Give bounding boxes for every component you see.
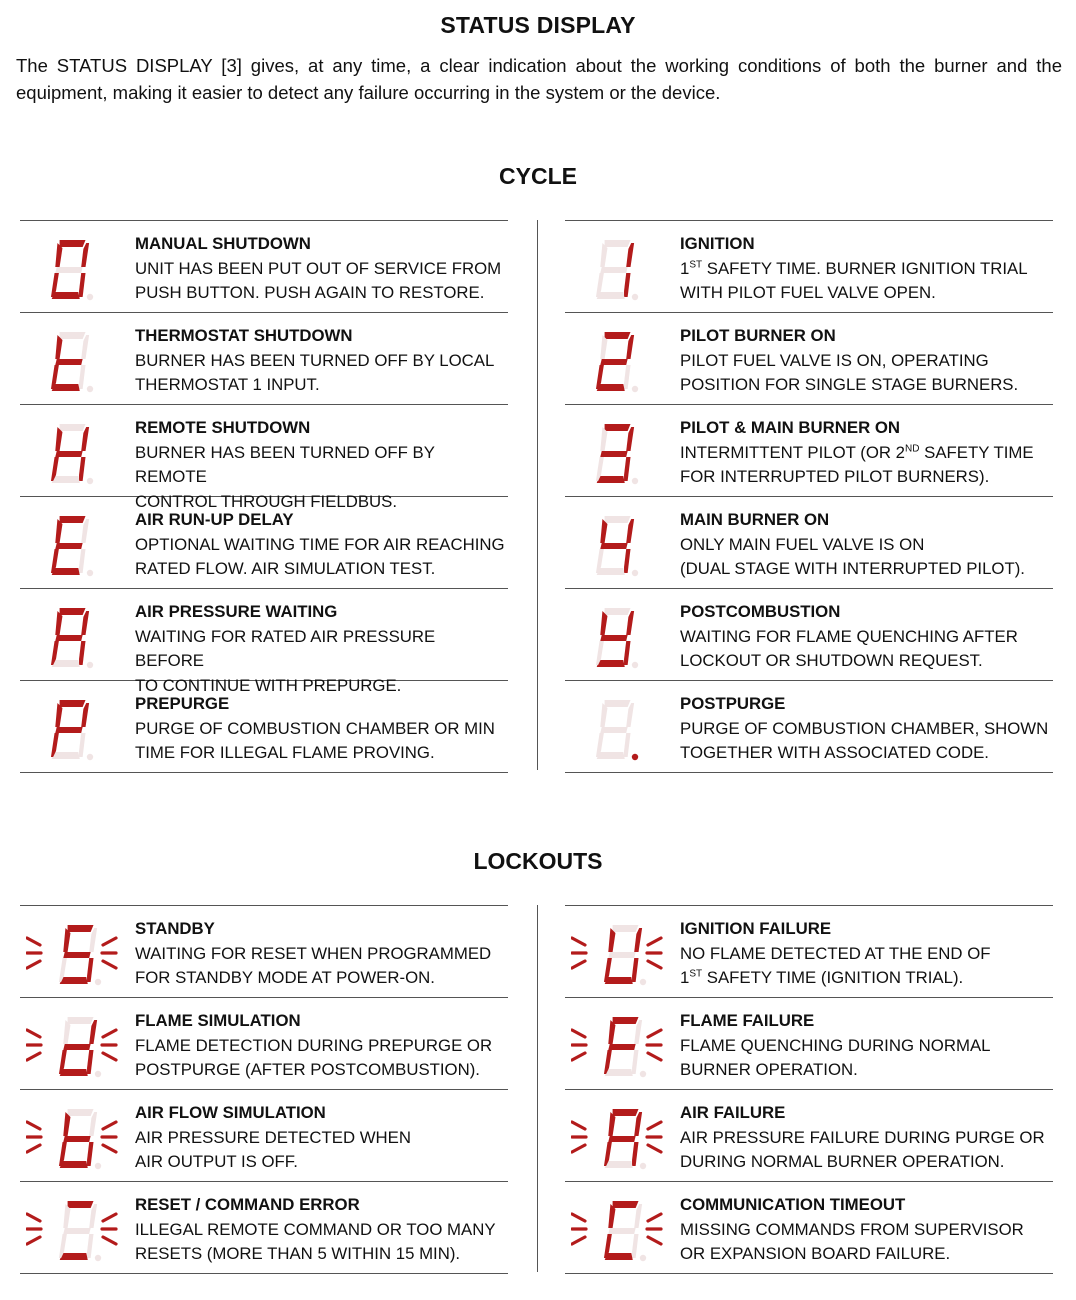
status-heading: AIR PRESSURE WAITING	[135, 602, 338, 621]
lockouts-title: LOCKOUTS	[473, 848, 603, 874]
segment-a	[613, 925, 639, 932]
status-row	[20, 906, 508, 998]
segment-a	[605, 516, 631, 523]
status-description	[680, 717, 1053, 766]
lockout-flash-mark	[27, 1237, 40, 1244]
description-prefix: INTERMITTENT PILOT (OR 2	[680, 442, 906, 462]
segment-d	[605, 1253, 633, 1260]
segment-a	[605, 424, 631, 431]
status-description	[680, 533, 1053, 582]
status-text	[680, 1009, 1053, 1083]
lockout-flash-mark	[103, 961, 116, 968]
segment-c	[624, 365, 630, 389]
segment-c	[624, 549, 630, 573]
segment-a	[605, 332, 631, 339]
segment-a	[605, 608, 631, 615]
seven-segment-display	[571, 920, 675, 988]
segment-d	[605, 1069, 633, 1076]
lockout-flash-mark	[648, 961, 661, 968]
lockout-flash-mark	[572, 1053, 585, 1060]
segment-d	[52, 752, 80, 759]
segment-g	[55, 727, 82, 733]
description-text: WAITING FOR FLAME QUENCHING AFTER LOCKOUT OR SHUTDOWN REQUEST.	[680, 626, 1018, 670]
code-display	[26, 327, 130, 391]
status-heading: POSTPURGE	[680, 694, 786, 713]
decimal-point	[87, 294, 93, 300]
code-display	[571, 1196, 675, 1260]
segment-g	[63, 1136, 90, 1142]
description-text: NO FLAME DETECTED AT THE END OF	[680, 943, 991, 963]
lockout-flash-mark	[572, 1214, 585, 1221]
status-text	[680, 1193, 1053, 1267]
status-heading: THERMOSTAT SHUTDOWN	[135, 326, 353, 345]
code-display	[26, 695, 130, 759]
segment-c	[79, 549, 85, 573]
segment-c	[79, 365, 85, 389]
page-title: STATUS DISPLAY	[440, 12, 636, 38]
decimal-point	[632, 478, 638, 484]
code-display	[571, 1104, 675, 1168]
lockout-flash-mark	[27, 1145, 40, 1152]
segment-a	[60, 424, 86, 431]
status-description	[135, 942, 508, 991]
segment-d	[52, 476, 80, 483]
description-tail-prefix: 1	[680, 968, 690, 987]
description-text: PURGE OF COMBUSTION CHAMBER, SHOWN TOGETHER WITH ASSOCIATED CODE.	[680, 718, 1049, 762]
status-text	[680, 416, 1053, 490]
code-display	[571, 603, 675, 667]
decimal-point	[632, 570, 638, 576]
segment-a	[613, 1017, 639, 1024]
segment-c	[87, 1234, 93, 1258]
status-row	[20, 313, 508, 405]
code-display	[571, 235, 675, 299]
description-text: OPTIONAL WAITING TIME FOR AIR REACHING RATED FLOW. AIR SIMULATION TEST.	[135, 534, 505, 578]
status-text	[135, 692, 508, 766]
ordinal-superscript: ST	[689, 968, 703, 980]
status-description	[680, 1218, 1053, 1267]
description-text: AIR PRESSURE DETECTED WHEN AIR OUTPUT IS OFF.	[135, 1127, 411, 1171]
lockout-flash-mark	[572, 1237, 585, 1244]
decimal-point	[95, 979, 101, 985]
segment-c	[632, 1142, 638, 1166]
description-text: PILOT FUEL VALVE IS ON, OPERATING POSITION FOR SINGLE STAGE BURNERS.	[680, 350, 1019, 394]
lockout-flash-mark	[27, 1030, 40, 1037]
lockout-flash-mark	[27, 1122, 40, 1129]
status-row	[565, 589, 1053, 681]
status-description	[135, 349, 508, 398]
code-display	[571, 920, 675, 984]
lockout-flash-mark	[648, 938, 661, 945]
code-display	[571, 327, 675, 391]
segment-g	[55, 267, 82, 273]
status-description	[680, 349, 1053, 398]
code-display	[571, 695, 675, 759]
lockout-flash-mark	[572, 1030, 585, 1037]
status-heading: COMMUNICATION TIMEOUT	[680, 1195, 906, 1214]
lockout-flash-mark	[572, 961, 585, 968]
seven-segment-display	[26, 327, 130, 395]
status-row	[20, 497, 508, 589]
status-heading: FLAME SIMULATION	[135, 1011, 301, 1030]
seven-segment-display	[571, 511, 675, 579]
segment-a	[60, 240, 86, 247]
status-heading: STANDBY	[135, 919, 215, 938]
segment-a	[60, 332, 86, 339]
segment-d	[597, 476, 625, 483]
status-text	[680, 692, 1053, 766]
status-description	[680, 625, 1053, 674]
seven-segment-display	[571, 327, 675, 395]
decimal-point	[632, 294, 638, 300]
description-text: WAITING FOR RESET WHEN PROGRAMMED FOR STANDBY MODE AT POWER-ON.	[135, 943, 492, 987]
status-description	[680, 441, 1053, 490]
description-text: WAITING FOR RATED AIR PRESSURE BEFORE TO CONTINUE WITH PREPURGE.	[135, 626, 436, 695]
segment-c	[624, 641, 630, 665]
status-text	[680, 232, 1053, 306]
status-row	[565, 221, 1053, 313]
segment-c	[632, 1234, 638, 1258]
status-text	[135, 1009, 508, 1083]
status-row	[565, 405, 1053, 497]
segment-c	[79, 733, 85, 757]
status-row	[20, 1090, 508, 1182]
segment-a	[60, 700, 86, 707]
seven-segment-display	[571, 235, 675, 303]
status-heading: AIR FLOW SIMULATION	[135, 1103, 326, 1122]
code-display	[26, 1196, 130, 1260]
lockout-flash-mark	[572, 1122, 585, 1129]
status-text	[135, 1193, 508, 1267]
description-text: AIR PRESSURE FAILURE DURING PURGE OR DURING NORMAL BURNER OPERATION.	[680, 1127, 1045, 1171]
segment-a	[60, 608, 86, 615]
lockout-flash-mark	[572, 938, 585, 945]
lockout-flash-mark	[648, 1053, 661, 1060]
seven-segment-display	[571, 1196, 675, 1264]
seven-segment-display	[26, 1104, 130, 1172]
status-row	[565, 1090, 1053, 1182]
code-display	[26, 511, 130, 575]
cycle-title: CYCLE	[499, 163, 577, 189]
segment-a	[613, 1109, 639, 1116]
lockouts-column-divider	[537, 905, 538, 1272]
code-display	[571, 511, 675, 575]
status-heading: IGNITION FAILURE	[680, 919, 832, 938]
segment-c	[79, 457, 85, 481]
seven-segment-display	[571, 603, 675, 671]
segment-d	[597, 660, 625, 667]
status-row	[565, 313, 1053, 405]
segment-a	[68, 1017, 94, 1024]
status-heading: AIR FAILURE	[680, 1103, 786, 1122]
seven-segment-display	[26, 920, 130, 988]
status-description	[680, 257, 1053, 306]
status-row	[20, 221, 508, 313]
status-description	[135, 717, 508, 766]
segment-g	[600, 543, 627, 549]
status-description	[680, 1034, 1053, 1083]
segment-c	[624, 457, 630, 481]
segment-a	[60, 516, 86, 523]
segment-d	[597, 568, 625, 575]
status-row	[20, 589, 508, 695]
seven-segment-display	[26, 419, 130, 487]
description-prefix: 1	[680, 258, 690, 278]
status-row	[565, 1182, 1053, 1274]
segment-d	[52, 660, 80, 667]
segment-a	[613, 1201, 639, 1208]
status-text	[680, 600, 1053, 674]
lockout-flash-mark	[648, 1237, 661, 1244]
lockout-flash-mark	[27, 1214, 40, 1221]
lockout-flash-mark	[27, 961, 40, 968]
decimal-point	[632, 754, 638, 760]
ordinal-superscript: ND	[905, 442, 920, 454]
seven-segment-display	[26, 235, 130, 303]
seven-segment-display	[26, 1012, 130, 1080]
segment-d	[60, 1161, 88, 1168]
lockout-flash-mark	[103, 1122, 116, 1129]
segment-c	[87, 958, 93, 982]
lockout-flash-mark	[27, 1053, 40, 1060]
decimal-point	[87, 662, 93, 668]
lockout-flash-mark	[648, 1030, 661, 1037]
status-heading: MANUAL SHUTDOWN	[135, 234, 311, 253]
decimal-point	[87, 386, 93, 392]
decimal-point	[640, 1255, 646, 1261]
status-text	[135, 232, 508, 306]
seven-segment-display	[571, 1012, 675, 1080]
code-display	[26, 920, 130, 984]
decimal-point	[95, 1071, 101, 1077]
description-text: PURGE OF COMBUSTION CHAMBER OR MIN TIME FOR ILLEGAL FLAME PROVING.	[135, 718, 495, 762]
status-text	[135, 1101, 508, 1175]
description-text: FLAME DETECTION DURING PREPURGE OR POSTPURGE (AFTER POSTCOMBUSTION).	[135, 1035, 493, 1079]
decimal-point	[640, 1071, 646, 1077]
status-description	[680, 1126, 1053, 1175]
description-text: FLAME QUENCHING DURING NORMAL BURNER OPERATION.	[680, 1035, 991, 1079]
status-heading: FLAME FAILURE	[680, 1011, 815, 1030]
segment-g	[608, 952, 635, 958]
segment-a	[68, 925, 94, 932]
lockout-flash-mark	[103, 1214, 116, 1221]
segment-d	[60, 1069, 88, 1076]
description-text: SAFETY TIME FOR INTERRUPTED PILOT BURNERS).	[680, 442, 1034, 486]
decimal-point	[640, 979, 646, 985]
cycle-left-column	[20, 220, 508, 773]
status-description	[135, 1218, 508, 1267]
status-description	[135, 257, 508, 306]
code-display	[26, 235, 130, 299]
segment-d	[52, 568, 80, 575]
code-display	[571, 419, 675, 483]
segment-d	[60, 977, 88, 984]
seven-segment-display	[571, 419, 675, 487]
status-row	[20, 1182, 508, 1274]
description-text: ONLY MAIN FUEL VALVE IS ON (DUAL STAGE WITH INTERRUPTED PILOT).	[680, 534, 1025, 578]
status-row	[20, 681, 508, 773]
segment-g	[55, 359, 82, 365]
segment-g	[600, 727, 627, 733]
seven-segment-display	[26, 695, 130, 763]
segment-c	[632, 1050, 638, 1074]
segment-g	[55, 635, 82, 641]
code-display	[26, 1104, 130, 1168]
decimal-point	[632, 386, 638, 392]
lockout-flash-mark	[103, 1030, 116, 1037]
status-row	[565, 906, 1053, 998]
segment-g	[608, 1136, 635, 1142]
lockouts-left-column	[20, 905, 508, 1274]
segment-c	[87, 1142, 93, 1166]
segment-g	[63, 952, 90, 958]
status-text	[680, 1101, 1053, 1175]
lockout-flash-mark	[648, 1122, 661, 1129]
status-heading: RESET / COMMAND ERROR	[135, 1195, 360, 1214]
segment-g	[600, 359, 627, 365]
segment-g	[63, 1228, 90, 1234]
ordinal-superscript: ST	[689, 258, 703, 270]
segment-g	[600, 451, 627, 457]
description-text: ILLEGAL REMOTE COMMAND OR TOO MANY RESETS (MORE THAN 5 WITHIN 15 MIN).	[135, 1219, 496, 1263]
segment-a	[68, 1109, 94, 1116]
segment-c	[79, 273, 85, 297]
segment-d	[597, 384, 625, 391]
decimal-point	[640, 1163, 646, 1169]
code-display	[26, 1012, 130, 1076]
description-text: MISSING COMMANDS FROM SUPERVISOR OR EXPANSION BOARD FAILURE.	[680, 1219, 1024, 1263]
segment-g	[55, 451, 82, 457]
segment-d	[52, 384, 80, 391]
status-text	[135, 508, 508, 582]
status-heading: PREPURGE	[135, 694, 230, 713]
status-heading: MAIN BURNER ON	[680, 510, 830, 529]
description-text: BURNER HAS BEEN TURNED OFF BY LOCAL THERMOSTAT 1 INPUT.	[135, 350, 495, 394]
segment-a	[68, 1201, 94, 1208]
decimal-point	[95, 1163, 101, 1169]
status-description	[135, 533, 508, 582]
status-heading: AIR RUN-UP DELAY	[135, 510, 294, 529]
segment-g	[608, 1044, 635, 1050]
status-description	[680, 942, 1053, 991]
seven-segment-display	[26, 603, 130, 671]
status-description	[135, 1034, 508, 1083]
status-text	[135, 324, 508, 398]
code-display	[26, 419, 130, 483]
cycle-column-divider	[537, 220, 538, 770]
decimal-point	[87, 478, 93, 484]
status-heading: REMOTE SHUTDOWN	[135, 418, 311, 437]
segment-c	[87, 1050, 93, 1074]
segment-d	[597, 752, 625, 759]
lockout-flash-mark	[27, 938, 40, 945]
segment-d	[52, 292, 80, 299]
segment-c	[79, 641, 85, 665]
segment-d	[60, 1253, 88, 1260]
status-description	[135, 1126, 508, 1175]
code-display	[571, 1012, 675, 1076]
segment-d	[597, 292, 625, 299]
segment-g	[63, 1044, 90, 1050]
segment-d	[605, 977, 633, 984]
segment-g	[608, 1228, 635, 1234]
segment-a	[605, 700, 631, 707]
intro-paragraph: The STATUS DISPLAY [3] gives, at any time, a clear indication about the working conditions of both the burner and the equipment, making it easier to detect any failure occurring in the system or the device.	[16, 55, 1062, 103]
cycle-right-column	[565, 220, 1053, 773]
description-text: SAFETY TIME. BURNER IGNITION TRIAL WITH PILOT FUEL VALVE OPEN.	[680, 258, 1028, 302]
segment-g	[55, 543, 82, 549]
status-heading: IGNITION	[680, 234, 755, 253]
segment-g	[600, 635, 627, 641]
status-heading: PILOT BURNER ON	[680, 326, 836, 345]
decimal-point	[95, 1255, 101, 1261]
status-row	[20, 998, 508, 1090]
lockout-flash-mark	[103, 1053, 116, 1060]
seven-segment-display	[26, 1196, 130, 1264]
status-row	[565, 497, 1053, 589]
status-text	[680, 508, 1053, 582]
segment-c	[624, 733, 630, 757]
status-row	[565, 998, 1053, 1090]
code-display	[26, 603, 130, 667]
description-text: BURNER HAS BEEN TURNED OFF BY REMOTE CONTROL THROUGH FIELDBUS.	[135, 442, 435, 511]
seven-segment-display	[571, 695, 675, 763]
description-tail: SAFETY TIME (IGNITION TRIAL).	[702, 968, 964, 987]
segment-g	[600, 267, 627, 273]
status-row	[20, 405, 508, 511]
status-text	[135, 917, 508, 991]
segment-c	[632, 958, 638, 982]
status-heading: PILOT & MAIN BURNER ON	[680, 418, 901, 437]
lockout-flash-mark	[648, 1145, 661, 1152]
decimal-point	[632, 662, 638, 668]
status-row	[565, 681, 1053, 773]
segment-c	[624, 273, 630, 297]
lockout-flash-mark	[103, 1237, 116, 1244]
description-text: UNIT HAS BEEN PUT OUT OF SERVICE FROM PUSH BUTTON. PUSH AGAIN TO RESTORE.	[135, 258, 502, 302]
status-heading: POSTCOMBUSTION	[680, 602, 841, 621]
status-text	[680, 324, 1053, 398]
lockout-flash-mark	[103, 938, 116, 945]
decimal-point	[87, 570, 93, 576]
seven-segment-display	[571, 1104, 675, 1172]
status-text	[680, 917, 1053, 991]
lockout-flash-mark	[103, 1145, 116, 1152]
segment-a	[605, 240, 631, 247]
lockout-flash-mark	[572, 1145, 585, 1152]
segment-d	[605, 1161, 633, 1168]
lockouts-right-column	[565, 905, 1053, 1274]
seven-segment-display	[26, 511, 130, 579]
lockout-flash-mark	[648, 1214, 661, 1221]
decimal-point	[87, 754, 93, 760]
